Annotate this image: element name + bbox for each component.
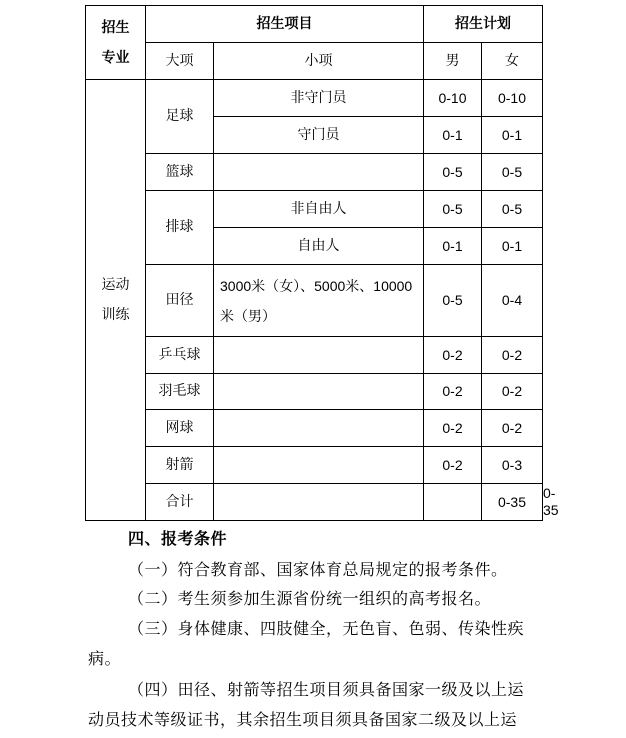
header-major [86, 6, 146, 80]
big-item-football: 足球 [146, 80, 214, 154]
small-item-empty [214, 374, 424, 410]
header-project: 招生项目 [146, 6, 424, 43]
major-cell [86, 80, 146, 521]
athletics-item-line2: 米（男） [220, 307, 276, 324]
major-line2: 训练 [101, 307, 130, 323]
big-item-athletics: 田径 [146, 265, 214, 337]
female-basketball: 0-5 [482, 154, 543, 191]
female-badminton: 0-2 [482, 374, 543, 410]
male-athletics: 0-5 [424, 265, 482, 337]
enrollment-table: 招生 专业 招生项目 招生计划 大项 小项 男 女 运动 训练 足球 非守门员 0-10 0-10 守门员 0-1 0-1 篮球 0-5 0-5 排球 非自由人 0-5 0-5 自由人 0-1 0-1 田径 3000米（女）、5000米、10000 米（男） 0-5 0-4 乒乓球 0-2 0-2 羽毛球 0-2 0-2 网球 0-2 0-2 射箭 0-2 0-3 合计 0-35 0-35 [85, 5, 543, 521]
small-item-nonlibero: 非自由人 [214, 191, 424, 228]
small-item-libero: 自由人 [214, 228, 424, 265]
athletics-item-line1: 3000米（女）、5000米、10000 [220, 277, 413, 294]
paragraph-3-line1: （三）身体健康、四肢健全，无色盲、色弱、传染性疾 [128, 619, 525, 638]
header-small-item: 小项 [214, 43, 424, 80]
paragraph-1: （一）符合教育部、国家体育总局规定的报考条件。 [128, 560, 508, 579]
big-item-volleyball: 排球 [146, 191, 214, 265]
header-major-line1: 招生 [101, 19, 130, 36]
header-big-item: 大项 [146, 43, 214, 80]
big-item-tennis: 网球 [146, 410, 214, 447]
small-item-empty [214, 154, 424, 191]
paragraph-4-line1: （四）田径、射箭等招生项目须具备国家一级及以上运 [128, 680, 525, 699]
female-archery: 0-3 [482, 447, 543, 484]
male-volleyball-libero: 0-1 [424, 228, 482, 265]
female-football-nongk: 0-10 [482, 80, 543, 117]
total-empty-small [424, 484, 482, 521]
total-empty-big [214, 484, 424, 521]
big-item-pingpong: 乒乓球 [146, 337, 214, 374]
small-item-nongoalkeeper: 非守门员 [214, 80, 424, 117]
big-item-badminton: 羽毛球 [146, 374, 214, 410]
paragraph-4-line2: 动员技术等级证书，其余招生项目须具备国家二级及以上运 [88, 710, 518, 729]
female-football-gk: 0-1 [482, 117, 543, 154]
header-plan: 招生计划 [424, 6, 543, 43]
big-item-basketball: 篮球 [146, 154, 214, 191]
header-female: 女 [482, 43, 543, 80]
female-pingpong: 0-2 [482, 337, 543, 374]
male-badminton: 0-2 [424, 374, 482, 410]
male-football-nongk: 0-10 [424, 80, 482, 117]
male-volleyball-nonlibero: 0-5 [424, 191, 482, 228]
male-tennis: 0-2 [424, 410, 482, 447]
male-basketball: 0-5 [424, 154, 482, 191]
male-football-gk: 0-1 [424, 117, 482, 154]
male-archery: 0-2 [424, 447, 482, 484]
female-volleyball-libero: 0-1 [482, 228, 543, 265]
header-major-line2: 专业 [101, 49, 130, 66]
male-pingpong: 0-2 [424, 337, 482, 374]
small-item-goalkeeper: 守门员 [214, 117, 424, 154]
female-tennis: 0-2 [482, 410, 543, 447]
header-male: 男 [424, 43, 482, 80]
small-item-empty [214, 447, 424, 484]
big-item-archery: 射箭 [146, 447, 214, 484]
paragraph-2: （二）考生须参加生源省份统一组织的高考报名。 [128, 589, 492, 608]
major-line1: 运动 [101, 277, 130, 293]
small-item-empty [214, 337, 424, 374]
female-athletics: 0-4 [482, 265, 543, 337]
total-male: 0-35 [482, 484, 543, 521]
section-heading: 四、报考条件 [128, 529, 228, 548]
total-label: 合计 [146, 484, 214, 521]
small-item-empty [214, 410, 424, 447]
female-volleyball-nonlibero: 0-5 [482, 191, 543, 228]
small-item-athletics [214, 265, 424, 337]
paragraph-3-line2: 病。 [88, 649, 122, 668]
